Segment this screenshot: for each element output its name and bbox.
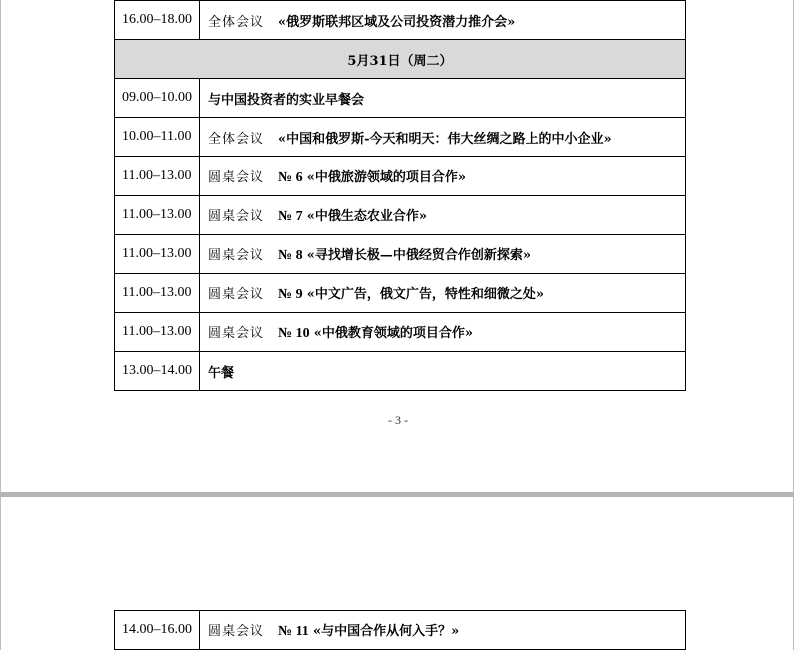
session-topic: «寻找增长极—中俄经贸合作创新探索»	[306, 248, 531, 263]
table-row	[115, 352, 686, 391]
session-kind: 圆桌会议	[208, 624, 265, 639]
table-row	[115, 157, 686, 196]
roundtable-number: № 10	[278, 326, 310, 341]
event-cell	[200, 118, 686, 157]
roundtable-number: № 6	[278, 170, 303, 185]
time-cell: 11.00–13.00	[115, 235, 200, 274]
time-cell: 11.00–13.00	[115, 313, 200, 352]
session-kind: 全体会议	[208, 14, 265, 30]
session-kind: 圆桌会议	[208, 326, 265, 341]
session-topic: 与中国投资者的实业早餐会	[208, 92, 365, 108]
table-row	[115, 611, 686, 650]
time-cell: 11.00–13.00	[115, 274, 200, 313]
time-cell: 11.00–13.00	[115, 157, 200, 196]
session-topic: «中俄旅游领域的项目合作»	[306, 170, 466, 185]
table-row	[115, 196, 686, 235]
session-kind: 圆桌会议	[208, 287, 265, 302]
session-topic: «俄罗斯联邦区域及公司投资潜力推介会»	[278, 14, 516, 30]
roundtable-number: № 8	[278, 248, 303, 263]
event-cell	[200, 1, 686, 40]
session-topic: «与中国合作从何入手？»	[312, 624, 460, 639]
table-row	[115, 40, 686, 79]
page-number: - 3 -	[388, 413, 408, 427]
document-page-4	[0, 497, 794, 650]
table-row	[115, 1, 686, 40]
session-topic: «中俄教育领域的项目合作»	[313, 326, 473, 341]
table-row	[115, 118, 686, 157]
time-cell: 13.00–14.00	[115, 352, 200, 391]
session-topic: 午餐	[208, 365, 235, 381]
session-kind: 全体会议	[208, 131, 265, 147]
time-cell: 09.00–10.00	[115, 79, 200, 118]
session-topic: «中国和俄罗斯-今天和明天：伟大丝绸之路上的中小企业»	[278, 131, 612, 147]
time-cell: 11.00–13.00	[115, 196, 200, 235]
time-cell: 16.00–18.00	[115, 1, 200, 40]
roundtable-number: № 7	[278, 209, 303, 224]
day-header: 5月31日（周二）	[115, 40, 686, 79]
event-cell	[200, 352, 686, 391]
time-cell: 10.00–11.00	[115, 118, 200, 157]
table-row	[115, 235, 686, 274]
session-kind: 圆桌会议	[208, 170, 265, 185]
roundtable-number: № 11	[278, 624, 309, 639]
event-cell	[200, 611, 686, 650]
table-row	[115, 313, 686, 352]
event-cell	[200, 79, 686, 118]
roundtable-number: № 9	[278, 287, 303, 302]
event-cell	[200, 157, 686, 196]
event-cell	[200, 235, 686, 274]
session-kind: 圆桌会议	[208, 248, 265, 263]
event-cell	[200, 313, 686, 352]
event-cell	[200, 196, 686, 235]
table-row	[115, 274, 686, 313]
schedule-table	[114, 610, 686, 650]
session-kind: 圆桌会议	[208, 209, 265, 224]
schedule-table	[114, 0, 686, 391]
time-cell: 14.00–16.00	[115, 611, 200, 650]
table-row	[115, 79, 686, 118]
session-topic: «中俄生态农业合作»	[306, 209, 427, 224]
event-cell	[200, 274, 686, 313]
session-topic: «中文广告，俄文广告，特性和细微之处»	[306, 287, 544, 302]
